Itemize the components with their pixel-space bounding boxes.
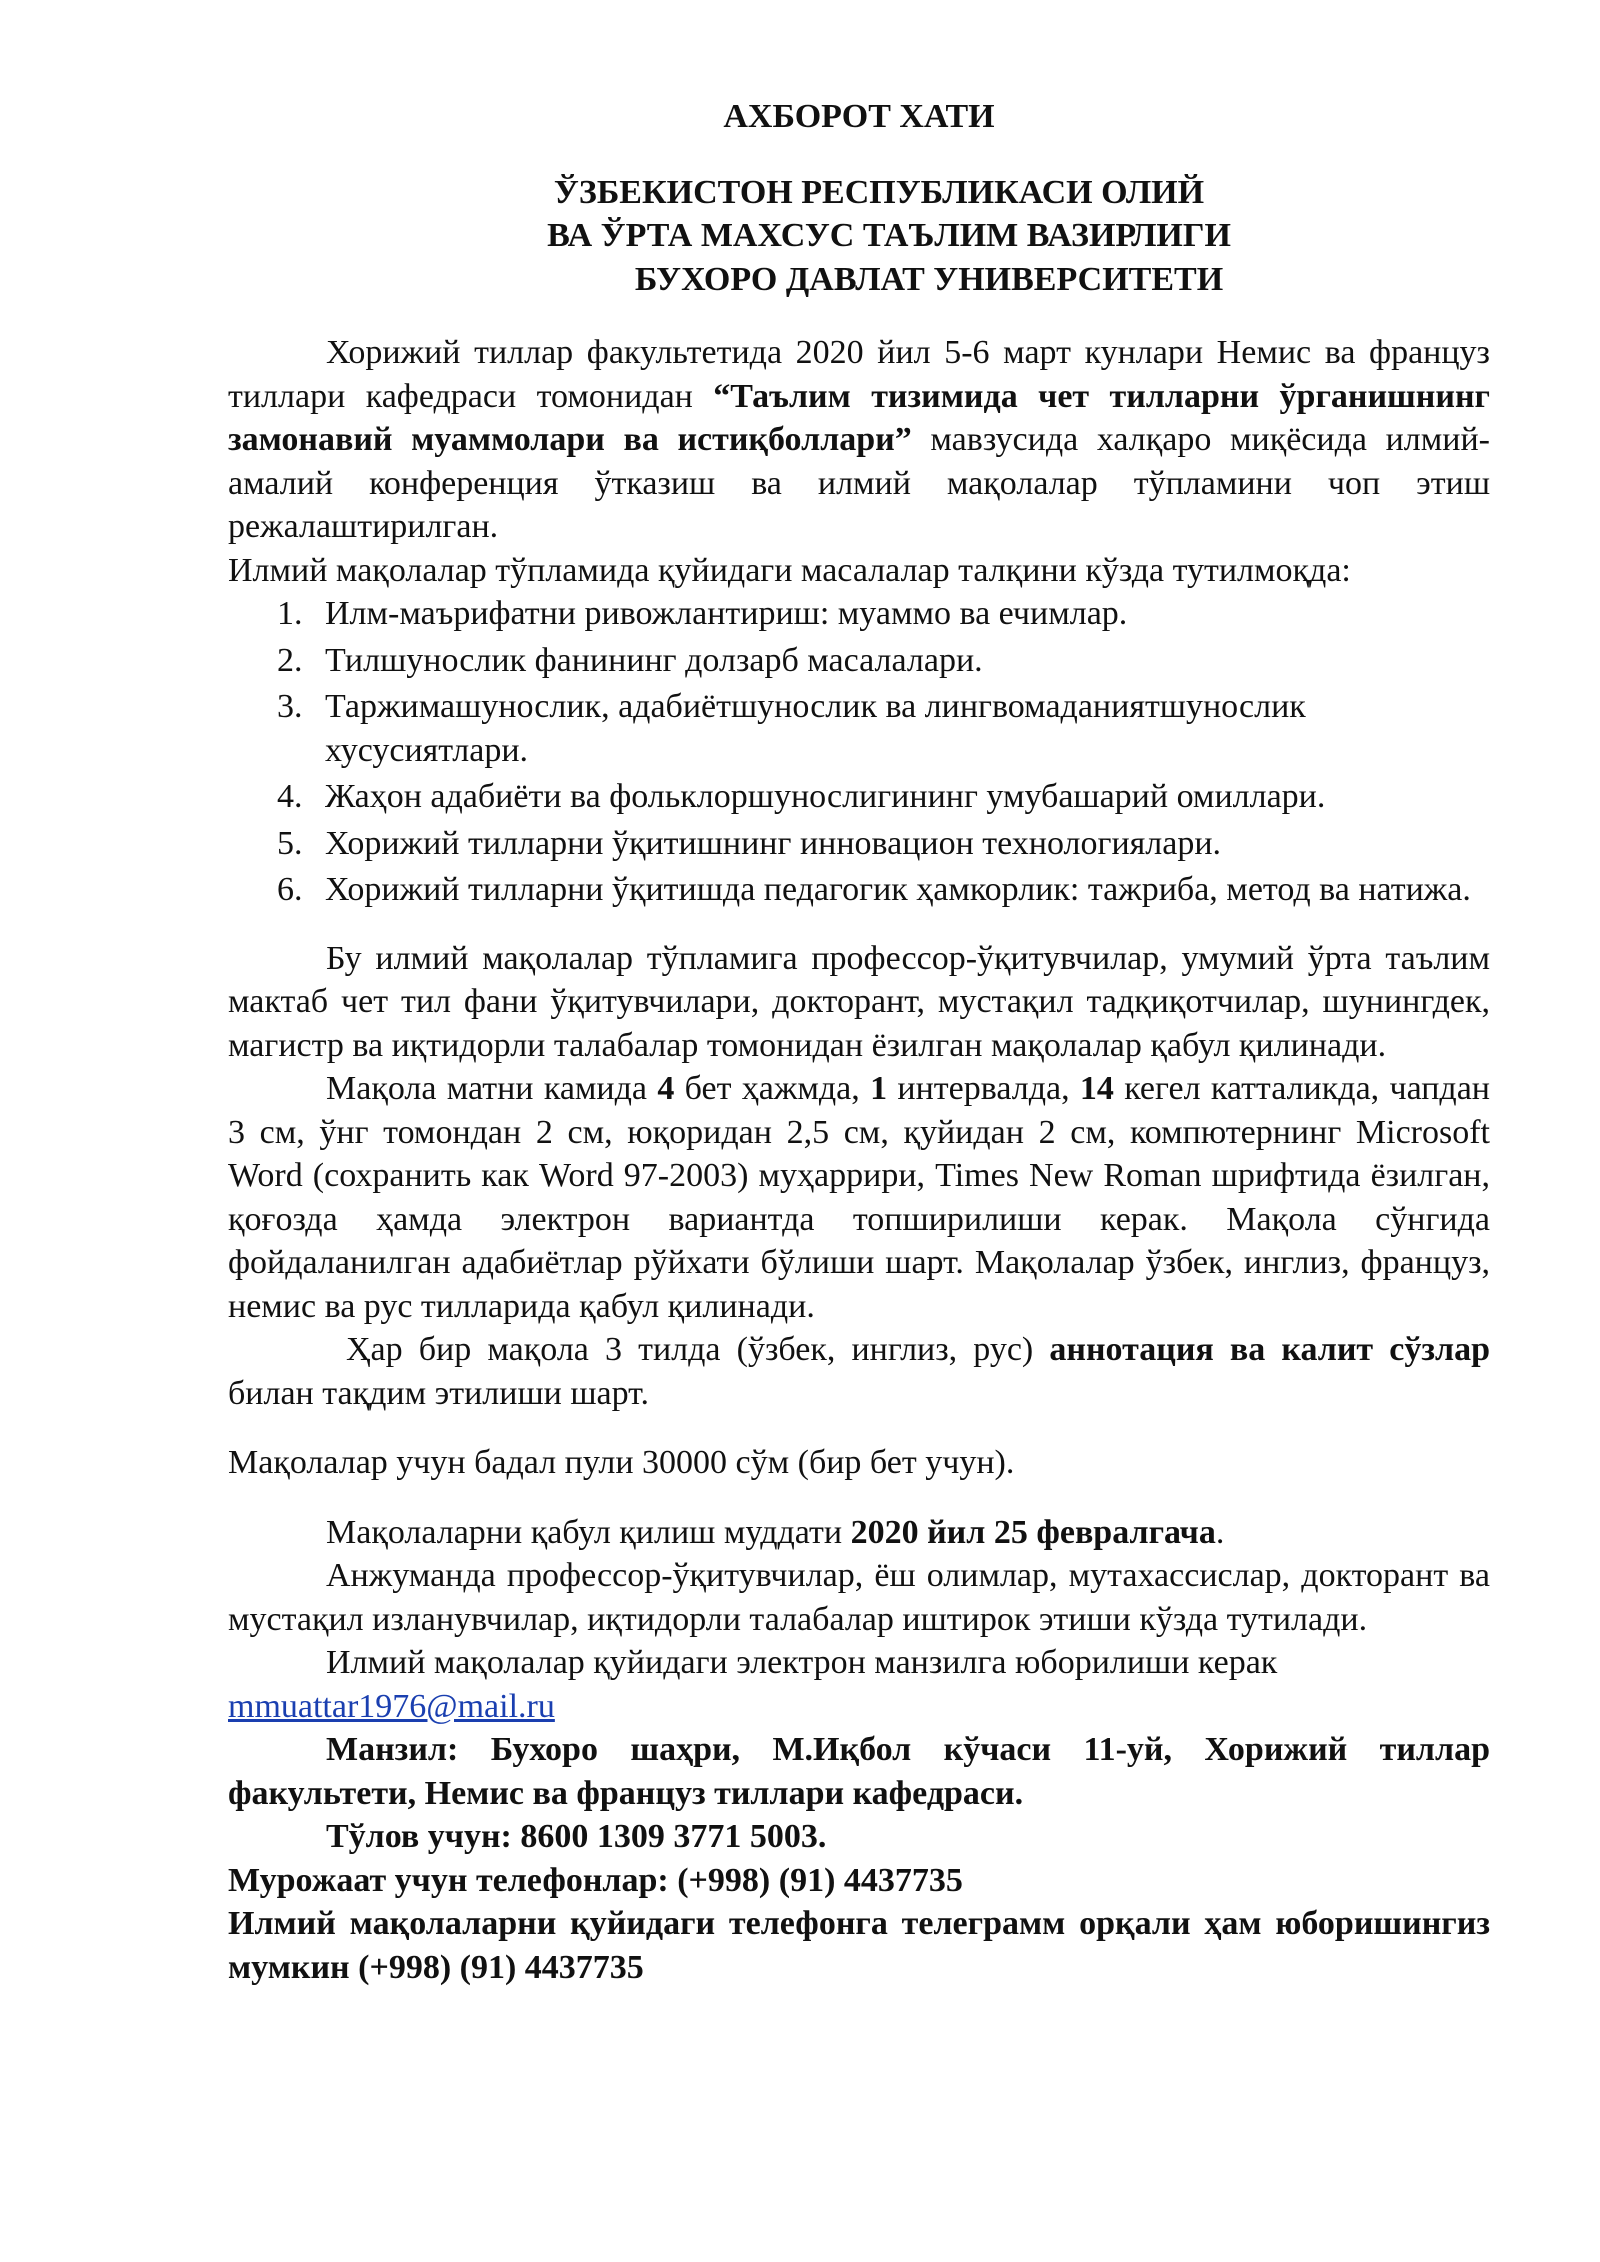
submission-paragraph: Илмий мақолалар қуйидаги электрон манзилга юборилиши керак <box>326 1644 1278 1681</box>
requirements-paragraph <box>228 1067 1490 1328</box>
list-item-text: Хорижий тилларни ўқитишнинг инновацион технологиялари. <box>325 824 1222 862</box>
list-item <box>228 868 1490 912</box>
spacer <box>228 1485 1490 1511</box>
list-intro: Илмий мақолалар тўпламида қуйидаги масалалар талқини кўзда тутилмоқда: <box>228 551 1351 589</box>
email-line <box>228 1685 1490 1729</box>
address-paragraph <box>228 1728 1490 1815</box>
requirements-text: интервалда, <box>887 1070 1080 1107</box>
font-size-value: 14 <box>1079 1070 1114 1107</box>
list-item <box>228 685 1490 772</box>
list-item-number: 5. <box>277 824 303 862</box>
university-name: БУХОРО ДАВЛАТ УНИВЕРСИТЕТИ <box>634 260 1224 298</box>
ministry-line-1: ЎЗБЕКИСТОН РЕСПУБЛИКАСИ ОЛИЙ <box>553 173 1205 211</box>
list-item-number: 3. <box>277 688 303 725</box>
deadline-paragraph <box>228 1511 1490 1555</box>
list-item-number: 2. <box>277 641 303 679</box>
letter-page <box>228 95 1490 1989</box>
list-item <box>228 592 1490 636</box>
requirements-text: кегел катталикда, чапдан 3 см, ўнг томондан 2 см, юқоридан 2,5 см, қуйидан 2 см, компютернинг Microsoft Word (сохранить как Word 97-2003) муҳаррири, Times New Roman шрифтида ёзилган, қоғозда ҳамда электрон вариантда топширилиши керак. Мақола сўнгида фойдаланилган адабиётлар рўйхати бўлиши шарт. Мақолалар ўзбек, инглиз, француз, немис ва рус тилларида қабул қилинади. <box>228 1070 1490 1325</box>
telegram-paragraph <box>228 1902 1490 1989</box>
intro-text-before: Хорижий тиллар факультетида 2020 йил 5-6 март кунлари Немис ва француз тиллари кафедраси томонидан <box>228 334 1490 415</box>
list-item-number: 4. <box>277 778 303 815</box>
requirements-text: бет ҳажмда, <box>674 1070 871 1107</box>
intro-text-after: мавзусида халқаро миқёсида илмий-амалий конференция ўтказиш ва илмий мақолалар тўпламини чоп этиш режалаштирилган. <box>228 421 1490 545</box>
phone-paragraph <box>228 1859 1490 1903</box>
annotation-text: билан тақдим этилиши шарт. <box>228 1374 649 1412</box>
topics-list <box>228 592 1490 912</box>
address-text: Манзил: Бухоро шаҳри, М.Иқбол кўчаси 11-уй, Хорижий тиллар факультети, Немис ва француз тиллари кафедраси. <box>228 1731 1490 1812</box>
payment-text: Тўлов учун: 8600 1309 3771 5003. <box>326 1818 827 1855</box>
list-item <box>228 639 1490 683</box>
list-item-text: Таржимашунослик, адабиётшунослик ва лингвомаданиятшунослик хусусиятлари. <box>325 688 1306 769</box>
telegram-text: Илмий мақолаларни қуйидаги телефонга телеграмм орқали ҳам юборишингиз мумкин (+998) (91) 4437735 <box>228 1905 1490 1986</box>
participants-paragraph: Бу илмий мақолалар тўпламига профессор-ўқитувчилар, умумий ўрта таълим мактаб чет тил фани ўқитувчилари, докторант, мустақил тадқиқотчилар, шунингдек, магистр ва иқтидорли талабалар томонидан ёзилган мақолалар қабул қилинади. <box>228 939 1490 1064</box>
fee-paragraph: Мақолалар учун бадал пули 30000 сўм (бир бет учун). <box>228 1444 1015 1481</box>
payment-paragraph <box>228 1815 1490 1859</box>
line-interval: 1 <box>870 1070 888 1107</box>
list-item-number: 1. <box>277 595 303 632</box>
attendance-paragraph: Анжуманда профессор-ўқитувчилар, ёш олимлар, мутахассислар, докторант ва мустақил изланувчилар, иқтидорли талабалар иштирок этиши кўзда тутилади. <box>228 1557 1490 1638</box>
requirements-text: Мақола матни камида <box>326 1070 658 1107</box>
page-count: 4 <box>657 1070 675 1107</box>
phone-text: Мурожаат учун телефонлар: (+998) (91) 4437735 <box>228 1861 963 1899</box>
ministry-line-2: ВА ЎРТА МАХСУС ТАЪЛИМ ВАЗИРЛИГИ <box>547 217 1231 254</box>
conference-topic: “Таълим тизимида чет тилларни ўрганишнинг замонавий муаммолари ва истиқболлари” <box>228 377 1490 458</box>
list-item <box>228 822 1490 866</box>
deadline-date: 2020 йил 25 февралгача <box>850 1513 1216 1551</box>
list-item <box>228 775 1490 819</box>
list-item-number: 6. <box>277 871 303 908</box>
spacer <box>228 915 1490 937</box>
spacer <box>228 1415 1490 1441</box>
annotation-paragraph <box>228 1328 1490 1415</box>
annotation-text: Ҳар бир мақола 3 тилда (ўзбек, инглиз, рус) <box>346 1331 1050 1368</box>
deadline-text: Мақолаларни қабул қилиш муддати <box>326 1513 851 1551</box>
list-item-text: Хорижий тилларни ўқитишда педагогик ҳамкорлик: тажриба, метод ва натижа. <box>325 871 1471 908</box>
annotation-keywords: аннотация ва калит сўзлар <box>1049 1331 1490 1368</box>
list-item-text: Тилшунослик фанининг долзарб масалалари. <box>325 641 983 679</box>
document-title: АХБОРОТ ХАТИ <box>723 98 995 135</box>
list-item-text: Илм-маърифатни ривожлантириш: муаммо ва ечимлар. <box>325 595 1128 632</box>
intro-paragraph <box>228 331 1490 549</box>
list-item-text: Жаҳон адабиёти ва фольклоршунослигининг умубашарий омиллари. <box>325 778 1326 815</box>
deadline-text: . <box>1215 1513 1225 1551</box>
email-link[interactable]: mmuattar1976@mail.ru <box>228 1687 555 1725</box>
